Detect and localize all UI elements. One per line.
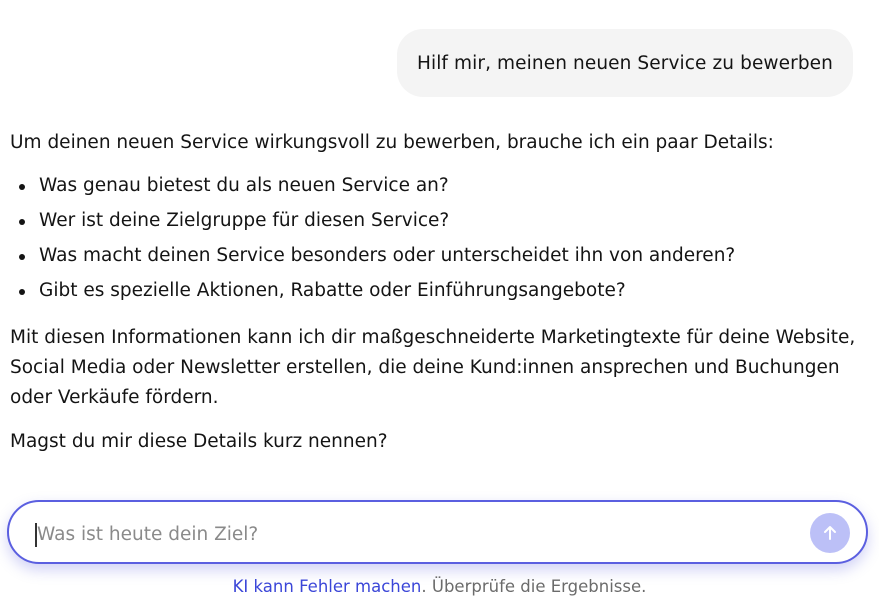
disclaimer-text: . Überprüfe die Ergebnisse. (421, 577, 647, 596)
user-message-bubble (397, 29, 853, 97)
message-input[interactable] (35, 516, 799, 552)
user-message-text: Hilf mir, meinen neuen Service zu bewerben (416, 52, 833, 74)
arrow-up-icon (821, 524, 839, 542)
send-button[interactable] (810, 513, 850, 553)
assistant-paragraph: Mit diesen Informationen kann ich dir maßgeschneiderte Marketingtexte für deine Website, Social Media oder Newsletter erstellen, die deine Kund:innen ansprechen und Buchungen oder Verkäufe fördern. (10, 327, 856, 408)
assistant-message (10, 128, 870, 457)
disclaimer-link[interactable]: KI kann Fehler machen (232, 577, 422, 596)
assistant-question: Magst du mir diese Details kurz nennen? (10, 431, 388, 452)
list-item: Wer ist deine Zielgruppe für diesen Service? (10, 206, 870, 241)
message-composer[interactable] (7, 500, 868, 564)
list-item: Was genau bietest du als neuen Service an? (10, 171, 870, 206)
list-item: Was macht deinen Service besonders oder unterscheidet ihn von anderen? (10, 241, 870, 276)
assistant-bullet-list (10, 171, 870, 311)
assistant-intro: Um deinen neuen Service wirkungsvoll zu bewerben, brauche ich ein paar Details: (10, 132, 774, 153)
disclaimer-footer (0, 577, 879, 596)
list-item: Gibt es spezielle Aktionen, Rabatte oder Einführungsangebote? (10, 276, 870, 311)
